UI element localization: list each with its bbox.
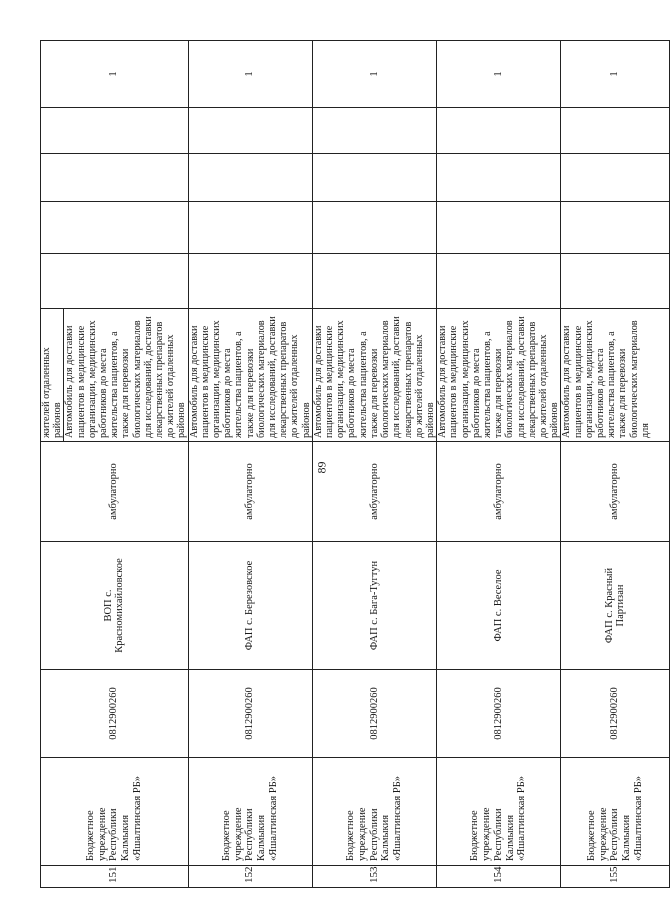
code-cell: 0812900260 bbox=[312, 670, 436, 758]
empty-cell bbox=[41, 108, 189, 154]
organization-cell: Бюджетное учреждение Республики Калмыкия «Яшалтинская РБ» bbox=[41, 758, 189, 866]
description-text: Автомобиль для доставки пациентов в медицинские организации, медицинских работников до места жительства пациентов, а также для перевозки биологических материалов для исследований, доставки лекарственных препаратов до жителей отдаленных районов bbox=[437, 316, 561, 438]
row-number: 155 bbox=[561, 866, 670, 888]
description-cell bbox=[437, 309, 561, 442]
quantity-cell: 1 bbox=[437, 41, 561, 108]
table-body bbox=[41, 41, 670, 888]
page-number: 89 bbox=[314, 461, 329, 474]
empty-cell bbox=[437, 254, 561, 309]
care-mode-cell: амбулаторно bbox=[561, 442, 670, 542]
facility-cell: ФАП с. Веселое bbox=[437, 542, 561, 670]
description-cell bbox=[561, 309, 670, 442]
code-cell: 0812900260 bbox=[437, 670, 561, 758]
facility-cell: ФАП с. Красный Партизан bbox=[561, 542, 670, 670]
facility-cell: ФАП с. Бага-Тугтун bbox=[312, 542, 436, 670]
table-row bbox=[41, 41, 189, 888]
table-row bbox=[561, 41, 670, 888]
row-number: 151 bbox=[41, 866, 189, 888]
quantity-cell: 1 bbox=[41, 41, 189, 108]
organization-cell: Бюджетное учреждение Республики Калмыкия «Яшалтинская РБ» bbox=[437, 758, 561, 866]
care-mode-cell: амбулаторно bbox=[437, 442, 561, 542]
empty-cell bbox=[41, 202, 189, 254]
empty-cell bbox=[561, 154, 670, 202]
care-mode-cell: амбулаторно bbox=[188, 442, 312, 542]
facility-cell: ВОП с. Красномихайловское bbox=[41, 542, 189, 670]
empty-cell bbox=[41, 154, 189, 202]
code-cell: 0812900260 bbox=[561, 670, 670, 758]
description-text: Автомобиль для доставки пациентов в медицинские организации, медицинских работников до места жительства пациентов, а также для перевозки биологических материалов для исследований, доставки лекарственных препаратов до жителей отдаленных районов bbox=[188, 316, 312, 438]
row-number: 152 bbox=[188, 866, 312, 888]
organization-cell: Бюджетное учреждение Республики Калмыкия «Яшалтинская РБ» bbox=[561, 758, 670, 866]
empty-cell bbox=[41, 254, 189, 309]
quantity-cell: 1 bbox=[312, 41, 436, 108]
quantity-cell: 1 bbox=[561, 41, 670, 108]
organization-cell: Бюджетное учреждение Республики Калмыкия «Яшалтинская РБ» bbox=[312, 758, 436, 866]
empty-cell bbox=[437, 108, 561, 154]
rotated-page bbox=[40, 41, 651, 888]
empty-cell bbox=[437, 154, 561, 202]
empty-cell bbox=[312, 108, 436, 154]
empty-cell bbox=[437, 202, 561, 254]
facility-cell: ФАП с. Березовское bbox=[188, 542, 312, 670]
empty-cell bbox=[188, 254, 312, 309]
care-mode-cell: амбулаторно bbox=[312, 442, 436, 542]
table-row bbox=[312, 41, 436, 888]
empty-cell bbox=[188, 108, 312, 154]
description-cell bbox=[312, 309, 436, 442]
description-text: Автомобиль для доставки пациентов в медицинские организации, медицинских работников до места жительства пациентов, а также для перевозки биологических материалов для исследований, доставки лекарственных препаратов до жителей отдаленных районов bbox=[312, 316, 436, 438]
empty-cell bbox=[561, 254, 670, 309]
care-mode-cell: амбулаторно bbox=[41, 442, 189, 542]
row-number: 153 bbox=[312, 866, 436, 888]
table-row bbox=[437, 41, 561, 888]
empty-cell bbox=[188, 154, 312, 202]
table-row bbox=[188, 41, 312, 888]
continuation-text: жителей отдаленных районов bbox=[41, 309, 64, 441]
empty-cell bbox=[312, 202, 436, 254]
description-text: Автомобиль для доставки пациентов в медицинские организации, медицинских работников до места жительства пациентов, а также для перевозки биологических материалов для исследований, доставки лекарственных препаратов до жителей отдаленных районов bbox=[64, 316, 188, 438]
code-cell: 0812900260 bbox=[188, 670, 312, 758]
description-cell bbox=[41, 309, 189, 442]
empty-cell bbox=[561, 108, 670, 154]
row-number: 154 bbox=[437, 866, 561, 888]
description-cell bbox=[188, 309, 312, 442]
vehicle-allocation-table bbox=[40, 40, 670, 888]
empty-cell bbox=[312, 154, 436, 202]
quantity-cell: 1 bbox=[188, 41, 312, 108]
empty-cell bbox=[188, 202, 312, 254]
code-cell: 0812900260 bbox=[41, 670, 189, 758]
empty-cell bbox=[561, 202, 670, 254]
description-text: Автомобиль для доставки пациентов в медицинские организации, медицинских работников до места жительства пациентов, а также для перевозки биологических материалов для bbox=[561, 320, 651, 438]
empty-cell bbox=[312, 254, 436, 309]
organization-cell: Бюджетное учреждение Республики Калмыкия «Яшалтинская РБ» bbox=[188, 758, 312, 866]
